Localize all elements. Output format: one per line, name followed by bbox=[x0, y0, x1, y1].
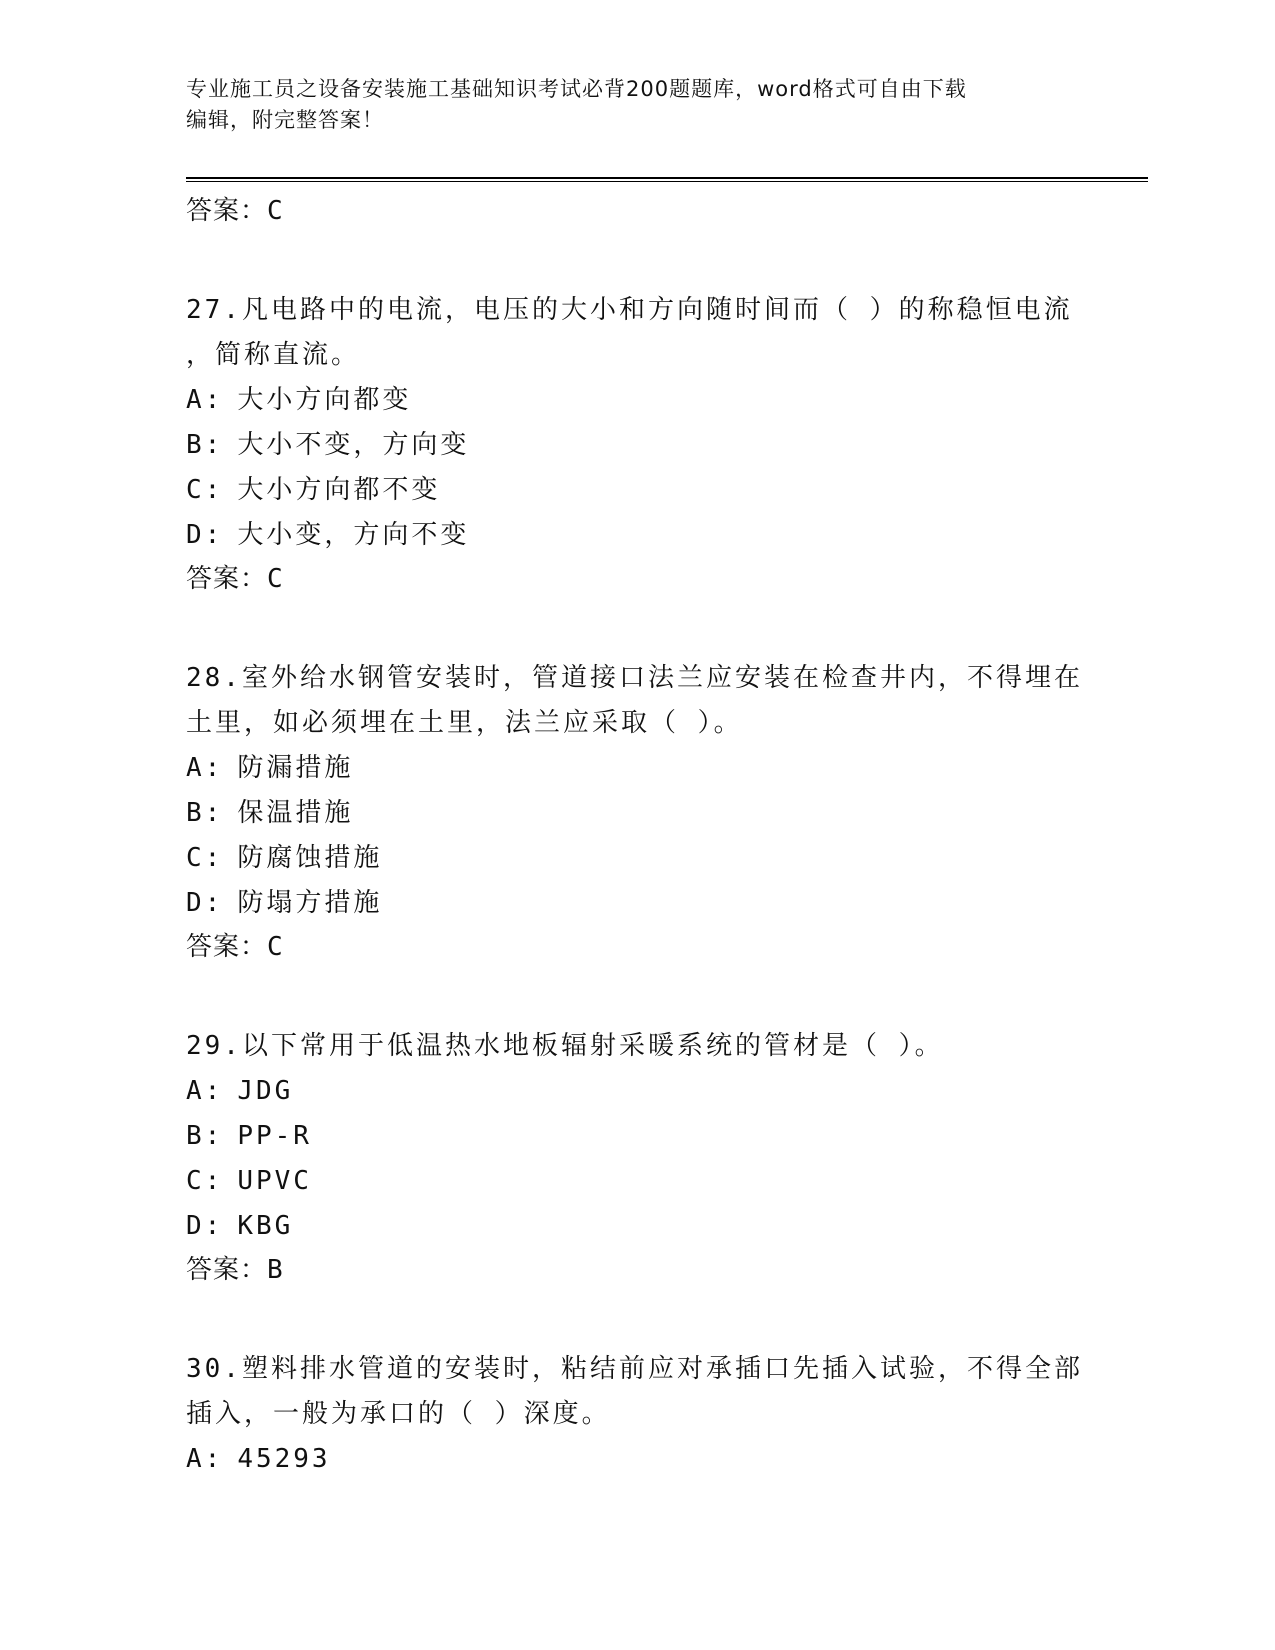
option-text: JDG bbox=[237, 1076, 294, 1106]
question-line-1: 27.凡电路中的电流，电压的大小和方向随时间而（ ）的称稳恒电流 bbox=[186, 295, 1073, 325]
answer-label: 答案： bbox=[186, 932, 268, 962]
header-line-1: 专业施工员之设备安装施工基础知识考试必背200题题库，word格式可自由下载 bbox=[186, 77, 967, 101]
option-letter: A: bbox=[186, 1076, 224, 1106]
option-c bbox=[186, 468, 1086, 513]
option-letter: B: bbox=[186, 1121, 224, 1151]
previous-answer bbox=[186, 190, 1086, 232]
option-text: UPVC bbox=[237, 1166, 312, 1196]
option-letter: B: bbox=[186, 798, 224, 828]
option-a bbox=[186, 746, 1086, 791]
answer-value: C bbox=[267, 932, 284, 962]
option-d bbox=[186, 513, 1086, 558]
answer-value: C bbox=[267, 196, 284, 226]
option-letter: B: bbox=[186, 430, 224, 460]
option-c bbox=[186, 836, 1086, 881]
option-letter: A: bbox=[186, 1444, 224, 1474]
option-text: 防腐蚀措施 bbox=[237, 843, 383, 873]
question-answer bbox=[186, 558, 1086, 600]
question-text bbox=[186, 288, 1086, 378]
option-text: 大小方向都不变 bbox=[237, 475, 441, 505]
option-text: 防漏措施 bbox=[237, 753, 354, 783]
option-text: KBG bbox=[237, 1211, 294, 1241]
option-a bbox=[186, 378, 1086, 423]
question-answer bbox=[186, 1249, 1086, 1291]
option-text: 大小不变，方向变 bbox=[237, 430, 470, 460]
option-b bbox=[186, 423, 1086, 468]
question-text bbox=[186, 656, 1086, 746]
answer-value: C bbox=[267, 564, 284, 594]
question-text bbox=[186, 1347, 1086, 1437]
option-text: 45293 bbox=[237, 1444, 331, 1474]
option-letter: A: bbox=[186, 753, 224, 783]
question-answer bbox=[186, 926, 1086, 968]
header-divider-thin bbox=[186, 181, 1148, 182]
question-line-1: 30.塑料排水管道的安装时，粘结前应对承插口先插入试验，不得全部 bbox=[186, 1354, 1083, 1384]
option-letter: C: bbox=[186, 1166, 224, 1196]
option-letter: A: bbox=[186, 385, 224, 415]
header-line-2: 编辑，附完整答案！ bbox=[186, 108, 384, 132]
option-text: 大小方向都变 bbox=[237, 385, 412, 415]
question-29 bbox=[186, 1024, 1086, 1291]
answer-label: 答案： bbox=[186, 196, 268, 226]
option-b bbox=[186, 791, 1086, 836]
option-letter: C: bbox=[186, 475, 224, 505]
option-text: 保温措施 bbox=[237, 798, 354, 828]
answer-label: 答案： bbox=[186, 1255, 268, 1285]
option-text: 大小变，方向不变 bbox=[237, 520, 470, 550]
question-line-2: 插入，一般为承口的（ ）深度。 bbox=[186, 1399, 611, 1429]
option-text: PP-R bbox=[237, 1121, 312, 1151]
header-divider-thick bbox=[186, 177, 1148, 179]
answer-value: B bbox=[267, 1255, 284, 1285]
question-line-2: ，简称直流。 bbox=[186, 340, 361, 370]
question-text bbox=[186, 1024, 1086, 1069]
option-a bbox=[186, 1437, 1086, 1482]
option-c bbox=[186, 1159, 1086, 1204]
document-header bbox=[186, 74, 1066, 136]
question-line-2: 土里，如必须埋在土里，法兰应采取（ ）。 bbox=[186, 708, 743, 738]
question-28 bbox=[186, 656, 1086, 968]
question-line-1: 29.以下常用于低温热水地板辐射采暖系统的管材是（ ）。 bbox=[186, 1031, 944, 1061]
option-text: 防塌方措施 bbox=[237, 888, 383, 918]
option-d bbox=[186, 1204, 1086, 1249]
option-d bbox=[186, 881, 1086, 926]
option-a bbox=[186, 1069, 1086, 1114]
question-27 bbox=[186, 288, 1086, 600]
option-letter: D: bbox=[186, 1211, 224, 1241]
option-letter: C: bbox=[186, 843, 224, 873]
document-body bbox=[186, 190, 1086, 1482]
option-b bbox=[186, 1114, 1086, 1159]
question-line-1: 28.室外给水钢管安装时，管道接口法兰应安装在检查井内，不得埋在 bbox=[186, 663, 1083, 693]
option-letter: D: bbox=[186, 520, 224, 550]
answer-label: 答案： bbox=[186, 564, 268, 594]
question-30 bbox=[186, 1347, 1086, 1482]
option-letter: D: bbox=[186, 888, 224, 918]
